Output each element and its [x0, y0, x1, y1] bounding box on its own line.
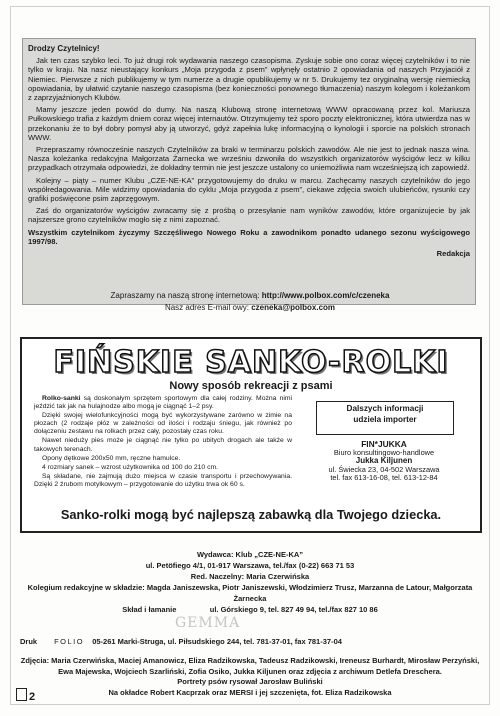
letter-paragraph: Jak ten czas szybko leci. To już drugi rok wydawania naszego czasopisma. Zyskuje sobie ono coraz więcej czytelników i to nie tylko w kraju. Na nasz nieustający konkurs „Moja przygoda z psem” wpłynęły ostatnio 2 opowiadania od naszych Przyjaciół z Niemiec. Pierwsze z nich publikujemy w tym numerze a drugie opublikujemy w nr 5. Drukujemy tez oryginalną wersję niemiecką opowiadania, by ułatwić czytanie naszego czasopisma (bez konieczności ponownego tłumaczenia) naszym kolegom i koleżankom z zaprzyjaźnionych Klubów.: [28, 56, 470, 103]
gemma-logo: GEMMA: [175, 615, 241, 631]
email-address[interactable]: czeneka@polbox.com: [251, 303, 336, 312]
advert-paragraph: Nawet niedużу pies może je ciągnąć nie tylko po ubitych drogach ale także w takowych terenach.: [34, 437, 292, 453]
advert-paragraph: Dzięki swojej wielofunkcyjności mogą być wykorzystywane zarówno w zimie na płozach (2 rodzaje płóz w zależności od ilości i rodzaju śniegu, jak również po dołączeniu zestawu na rolkach przez cały, pozostały czas roku.: [34, 412, 292, 436]
advert-slogan: Sanko-rolki mogą być najlepszą zabawką dla Twojego dziecka.: [60, 507, 442, 522]
website-url[interactable]: http://www.polbox.com/c/czeneka: [261, 291, 390, 300]
advert-paragraph: Opony dętkowe 200x50 mm, ręczne hamulce.: [42, 454, 181, 462]
info-line: udziela importer: [353, 414, 417, 424]
importer-person: Jukka Kiljunen: [355, 456, 413, 466]
print-address: 05-261 Marki-Struga, ul. Piłsudskiego 244, tel. 781-37-01, fax 781-37-04: [92, 637, 342, 646]
editorial-letter: [28, 44, 470, 261]
typesetting-label: Skład i łamanie: [122, 605, 177, 614]
advert-title: FIŃSKIE SANKO-ROLKI: [53, 345, 449, 380]
letter-wishes: Wszystkim czytelnikom życzymy Szczęśliwego Nowego Roku a zawodnikom ponadto udanego sezonu wyścigowego 1997/98.: [28, 227, 470, 246]
email-line: [0, 302, 500, 314]
importer-description: Biuro konsultingowo-handlowe: [333, 447, 435, 457]
importer-info-box: [316, 401, 454, 435]
cover-credits: Na okładce Robert Kacprzak oraz MERSI i jej szczenięta, fot. Eliza Radzikowska: [108, 687, 392, 697]
page-number: [16, 688, 35, 703]
sanko-rolki-advert: [20, 337, 482, 533]
letter-greeting: Drodzy Czytelnicy!: [28, 44, 100, 53]
typesetting-address: ul. Górskiego 9, tel. 827 49 94, tel./fax 827 10 86: [209, 605, 378, 614]
web-contact: [0, 290, 500, 314]
letter-paragraph: Zaś do organizatorów wyścigów zwracamy się z prośbą o przesyłanie nam wyników zawodów, które organizujecie by jak najszersze grono czytelników mogło się z nimi zapoznać.: [28, 206, 470, 225]
photo-credits: Zdjęcia: Maria Czerwińska, Maciej Amanowicz, Eliza Radzikowska, Tadeusz Radzikowski, Ireneusz Burhardt, Mirosław Perzyński, Ewa Majewska, Wojciech Szarliński, Zofia Osiko, Jukka Kiljunen oraz zdjęcia z archiwum Detlefa Dreschera.: [20, 656, 480, 676]
importer-address: ul. Świecka 23, 04-502 Warszawa: [328, 464, 440, 474]
advert-lead: Rolko-sanki: [42, 395, 81, 402]
print-label: Druk: [20, 637, 38, 646]
imprint: [20, 549, 480, 615]
publisher-address: ul. Petöfiego 4/1, 01-917 Warszawa, tel./fax (0-22) 663 71 53: [145, 561, 355, 570]
portrait-credits: Portrety psów rysował Jarosław Buliński: [177, 677, 323, 687]
letter-paragraph: Przepraszamy równocześnie naszych Czytelników za braki w terminarzu polskich zawodów. Ale nie jest to jednak nasza wina. Nasza koleżanka redakcyjna Małgorzata Żarnecka we wrześniu dzwoniła do wszystkich organizatorów wyścigów lecz w kilku przypadkach otrzymała odpowiedzi, że dokładny termin nie jest jeszcze ustalony co uniemożliwia nam wcześniejszą ich zapowiedź.: [28, 145, 470, 173]
typesetting-line: [20, 604, 480, 615]
advert-paragraph: Są składane, nie zajmują dużo miejsca w czasie transportu i przechowywania. Dzięki 2 źrubom motylkowym – przygotowanie do użytku trwa ok 60 s.: [34, 472, 292, 488]
advert-paragraph: [34, 395, 292, 411]
page-number-value: 2: [29, 691, 36, 703]
printer-line: [20, 637, 480, 646]
credits: [20, 656, 480, 698]
website-line: [0, 290, 500, 302]
advert-description: [34, 395, 292, 490]
advert-subtitle: Nowy sposób rekreacji z psami: [169, 380, 333, 392]
editorial-board: Kolegium redakcyjne w składzie: Magda Janiszewska, Piotr Janiszewski, Włodzimierz Trusz, Marzanna de Latour, Małgorzata Żarnecka: [27, 583, 473, 603]
website-label: Zapraszamy na naszą stronę internetową:: [110, 291, 260, 300]
info-line: Dalszych informacji: [346, 404, 424, 413]
importer-phone: tel. fax 613-16-08, tel. 613-12-84: [330, 473, 438, 483]
letter-paragraph: Kolejny – piąty – numer Klubu „CZE-NE-KA” przygotowujemy do druku w marcu. Zachęcamy naszych czytelników do jego współredagowania. Mile widzimy opowiadania do cyklu „Moja przygoda z psem”, ciekawe zdjęcia swoich ulubieńców, rysunki czy grafiki poświęcone psim zaprzęgowym.: [28, 175, 470, 204]
importer-name: FIN*JUKKA: [361, 439, 407, 449]
advert-paragraph: 4 rozmiary sanek – wzrost użytkownika od 100 do 210 cm.: [42, 463, 219, 471]
letter-paragraph: Mamy jeszcze jeden powód do dumy. Na naszą Klubową stronę internetową WWW opracowaną przez kol. Mariusza Pułkowskiego trafia z każdym dniem coraz więcej internautów. Otrzymujemy też sporo poczty elektronicznej, która utwierdza nas w przekonaniu że to był dobry pomysł aby ją utworzyć, gdyż zapełnia lukę informacyjną o kynologii i sporcie na polskich stronach WWW.: [28, 105, 470, 142]
page-marker-icon: [16, 688, 27, 701]
folio-logo: FOLIO: [54, 637, 85, 646]
email-label: Nasz adres E-mail owy:: [164, 303, 249, 312]
advert-paragraph-text: są doskonałym sprzętem sportowym dla całej rodziny. Można nimi jeździć tak jak na hulajnodze albo mogą je ciągnąć 1–2 psy.: [34, 395, 293, 411]
chief-editor: Red. Naczelny: Maria Czerwińska: [190, 572, 310, 581]
letter-signature: Redakcja: [436, 249, 470, 259]
importer-contact: [305, 440, 463, 483]
publisher: Wydawca: Klub „CZE-NE-KA”: [196, 550, 304, 559]
